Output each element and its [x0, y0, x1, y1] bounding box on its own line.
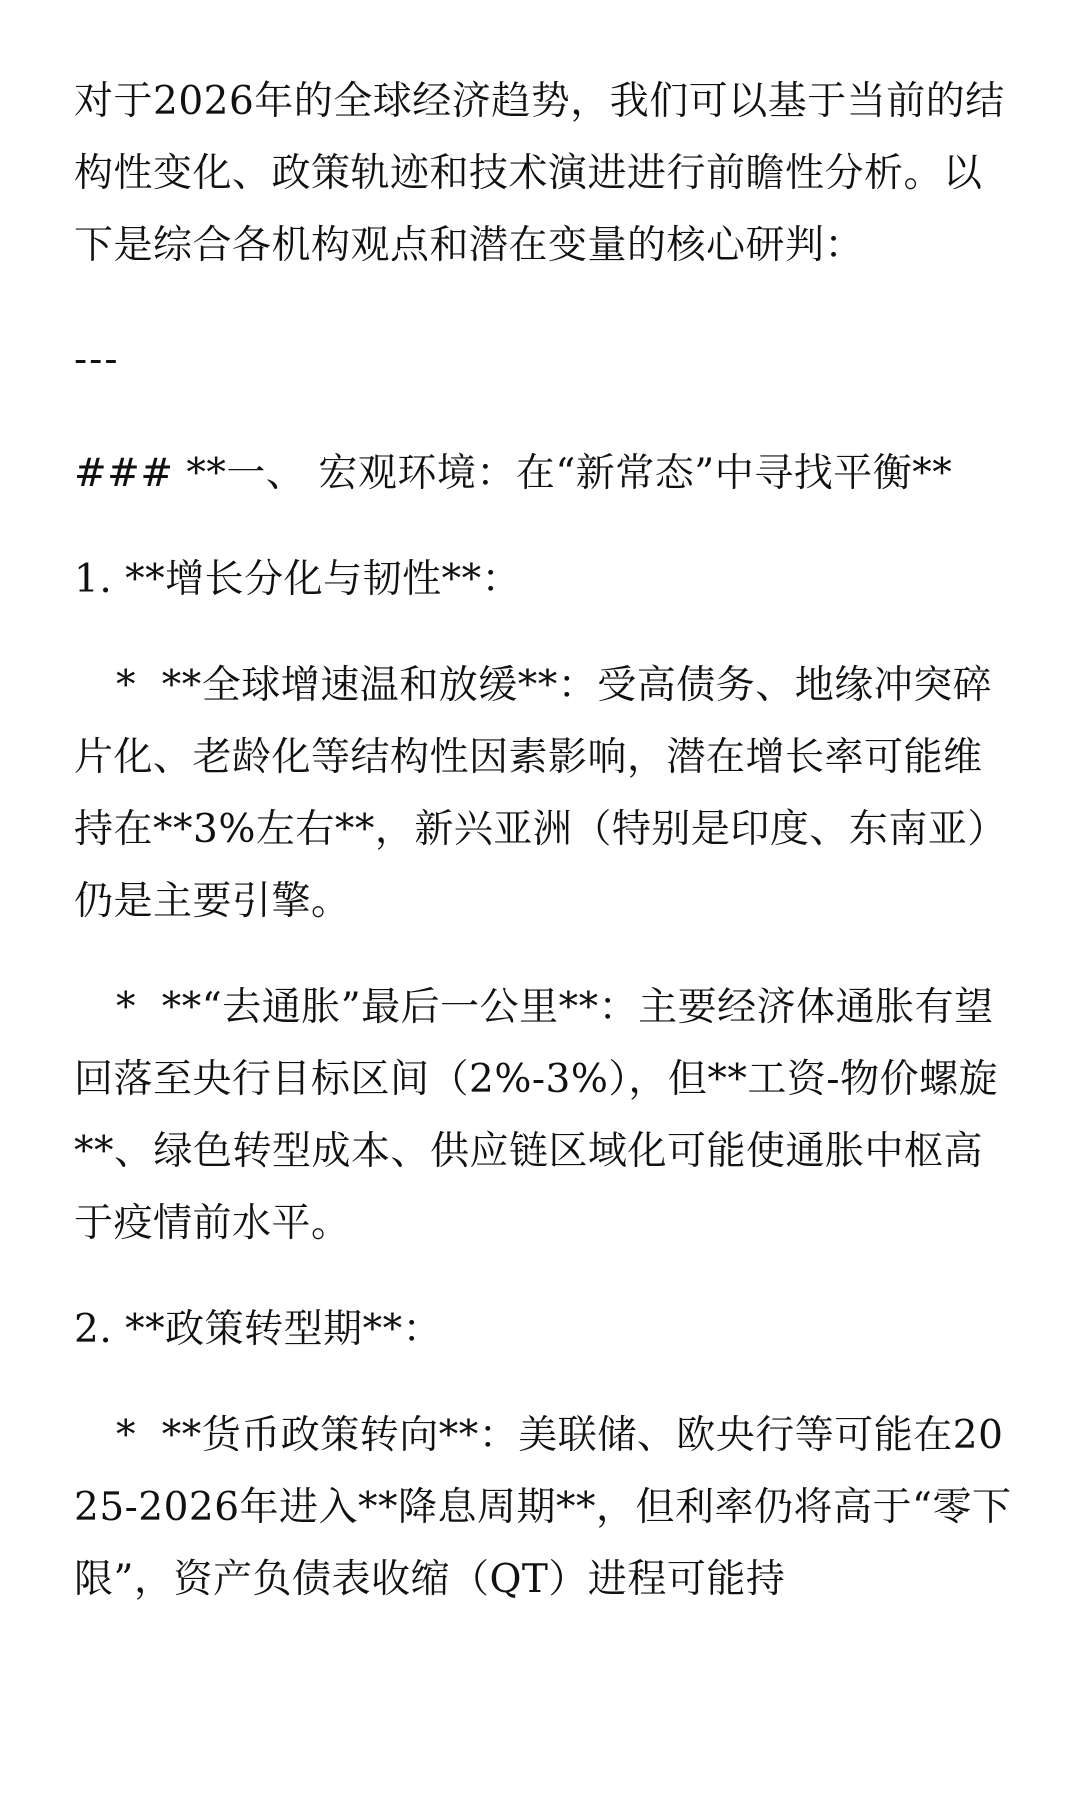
spacer: [74, 1260, 1014, 1294]
bullet-paragraph-2: * **“去通胀”最后一公里**：主要经济体通胀有望回落至央行目标区间（2%-3%），但**工资-物价螺旋**、绿色转型成本、供应链区域化可能使通胀中枢高于疫情前水平。: [74, 985, 999, 1246]
list-heading-2: 2. **政策转型期**：: [74, 1307, 443, 1352]
spacer: [74, 616, 1014, 650]
list-heading-1: 1. **增长分化与韧性**：: [74, 557, 522, 602]
spacer: [74, 1366, 1014, 1400]
divider-text: ---: [74, 337, 120, 382]
spacer: [74, 510, 1014, 544]
spacer: [74, 938, 1014, 972]
document-body: [74, 66, 1014, 1616]
section-heading: ### **一、 宏观环境：在“新常态”中寻找平衡**: [74, 451, 953, 496]
spacer: [74, 282, 1014, 324]
intro-paragraph: 对于2026年的全球经济趋势，我们可以基于当前的结构性变化、政策轨迹和技术演进进行前瞻性分析。以下是综合各机构观点和潜在变量的核心研判：: [74, 79, 1005, 268]
bullet-paragraph-1: * **全球增速温和放缓**：受高债务、地缘冲突碎片化、老龄化等结构性因素影响，潜在增长率可能维持在**3%左右**，新兴亚洲（特别是印度、东南亚）仍是主要引擎。: [74, 663, 1007, 924]
bullet-paragraph-3: * **货币政策转向**：美联储、欧央行等可能在2025-2026年进入**降息周期**，但利率仍将高于“零下限”，资产负债表收缩（QT）进程可能持: [74, 1413, 1012, 1602]
spacer: [74, 396, 1014, 438]
